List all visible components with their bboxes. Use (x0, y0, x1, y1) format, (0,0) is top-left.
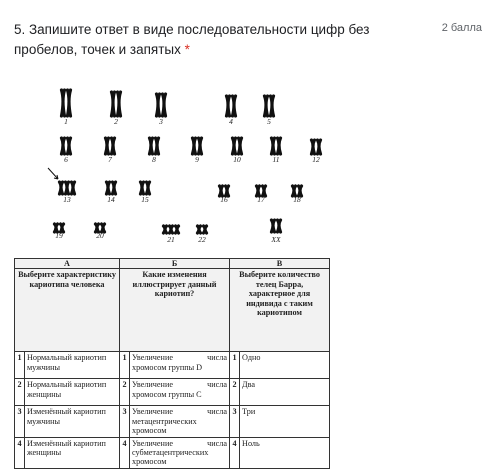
row-number: 3 (230, 406, 240, 437)
row-number: 3 (15, 406, 25, 437)
chromosome-label: 13 (63, 195, 71, 204)
chromosome-pair-18 (293, 186, 302, 204)
option-a: Нормальный кариотип мужчины (25, 352, 120, 379)
chromosome-pair-5 (265, 96, 274, 126)
chromosome-label: 16 (220, 195, 228, 204)
table-row (15, 406, 330, 437)
chromosome-pair-17 (257, 186, 266, 204)
chromosome-pair-11 (272, 138, 281, 164)
option-a: Нормальный кариотип женщины (25, 379, 120, 406)
chromosome-pair-16 (220, 186, 229, 204)
chromosome-pair-3 (157, 94, 166, 126)
row-number: 1 (15, 352, 25, 379)
option-c: Два (240, 379, 330, 406)
chromosome-label: 19 (55, 231, 63, 240)
chromosome-pair-8 (150, 138, 159, 164)
option-b: Увеличение числа метацентрических хромосом (130, 406, 230, 437)
chromosome-pair-2 (112, 92, 121, 126)
chromosome-pair-10 (233, 138, 242, 164)
table-row (15, 379, 330, 406)
chromosome-label: 5 (267, 117, 271, 126)
chromosome-pair-15 (141, 182, 150, 204)
chromosome-label: 14 (107, 195, 115, 204)
chromosome-label: 11 (272, 155, 280, 164)
chromosome-label: 8 (152, 155, 156, 164)
arrow-icon (48, 168, 58, 179)
row-number: 2 (15, 379, 25, 406)
chromosome-pair-12 (312, 140, 321, 164)
row-number: 2 (120, 379, 130, 406)
option-c: Одно (240, 352, 330, 379)
karyotype-figure (14, 82, 327, 255)
chromosome-pair-20 (96, 224, 105, 240)
row-number: 4 (15, 437, 25, 468)
row-number: 1 (230, 352, 240, 379)
chromosome-label: 2 (114, 117, 118, 126)
table-row (15, 437, 330, 468)
chromosome-pair-21 (164, 226, 179, 244)
chromosome-label: 7 (108, 155, 112, 164)
chromosome-pair-13 (60, 182, 75, 204)
question-title (14, 20, 434, 60)
question-text: 5. Запишите ответ в виде последовательности цифр без пробелов, точек и запятых (14, 22, 370, 57)
option-b: Увеличение числа субметацентрических хромосом (130, 437, 230, 468)
col-b-title: Какие изменения иллюстрирует данный кариотип? (120, 269, 230, 352)
chromosome-label: 1 (64, 117, 68, 126)
row-number: 3 (120, 406, 130, 437)
answer-table (14, 258, 330, 469)
row-number: 2 (230, 379, 240, 406)
option-c: Ноль (240, 437, 330, 468)
chromosome-pair-xx (270, 220, 281, 244)
col-a-letter: А (15, 259, 120, 269)
points-badge: 2 балла (441, 22, 482, 34)
chromosome-label: XX (271, 235, 281, 244)
chromosome-label: 21 (167, 235, 175, 244)
chromosome-label: 22 (198, 235, 206, 244)
chromosome-label: 3 (159, 117, 163, 126)
chromosome-pair-19 (55, 224, 64, 240)
chromosome-label: 17 (257, 195, 265, 204)
chromosome-pair-4 (227, 96, 236, 126)
option-b: Увеличение числа хромосом группы С (130, 379, 230, 406)
row-number: 1 (120, 352, 130, 379)
required-mark: * (184, 42, 190, 57)
option-a: Изменённый кариотип мужчины (25, 406, 120, 437)
chromosome-label: 15 (141, 195, 149, 204)
karyotype-image (14, 82, 327, 255)
option-a: Изменённый кариотип женщины (25, 437, 120, 468)
chromosome-label: 4 (229, 117, 233, 126)
chromosome-pair-14 (107, 182, 116, 204)
col-b-letter: Б (120, 259, 230, 269)
chromosome-pair-1 (62, 90, 71, 126)
option-c: Три (240, 406, 330, 437)
col-c-title: Выберите количество телец Барра, характерное для индивида с таким кариотипом (230, 269, 330, 352)
chromosome-label: 20 (96, 231, 104, 240)
chromosome-label: 10 (233, 155, 241, 164)
chromosome-pair-9 (193, 138, 202, 164)
row-number: 4 (120, 437, 130, 468)
chromosome-pair-7 (106, 138, 115, 164)
table-row (15, 352, 330, 379)
row-number: 4 (230, 437, 240, 468)
col-c-letter: В (230, 259, 330, 269)
chromosome-pair-6 (62, 138, 71, 164)
col-a-title: Выберите характеристику кариотипа человека (15, 269, 120, 352)
chromosome-label: 6 (64, 155, 68, 164)
chromosome-pair-22 (198, 226, 207, 244)
chromosome-label: 12 (312, 155, 320, 164)
option-b: Увеличение числа хромосом группы D (130, 352, 230, 379)
chromosome-label: 18 (293, 195, 301, 204)
chromosome-label: 9 (195, 155, 199, 164)
